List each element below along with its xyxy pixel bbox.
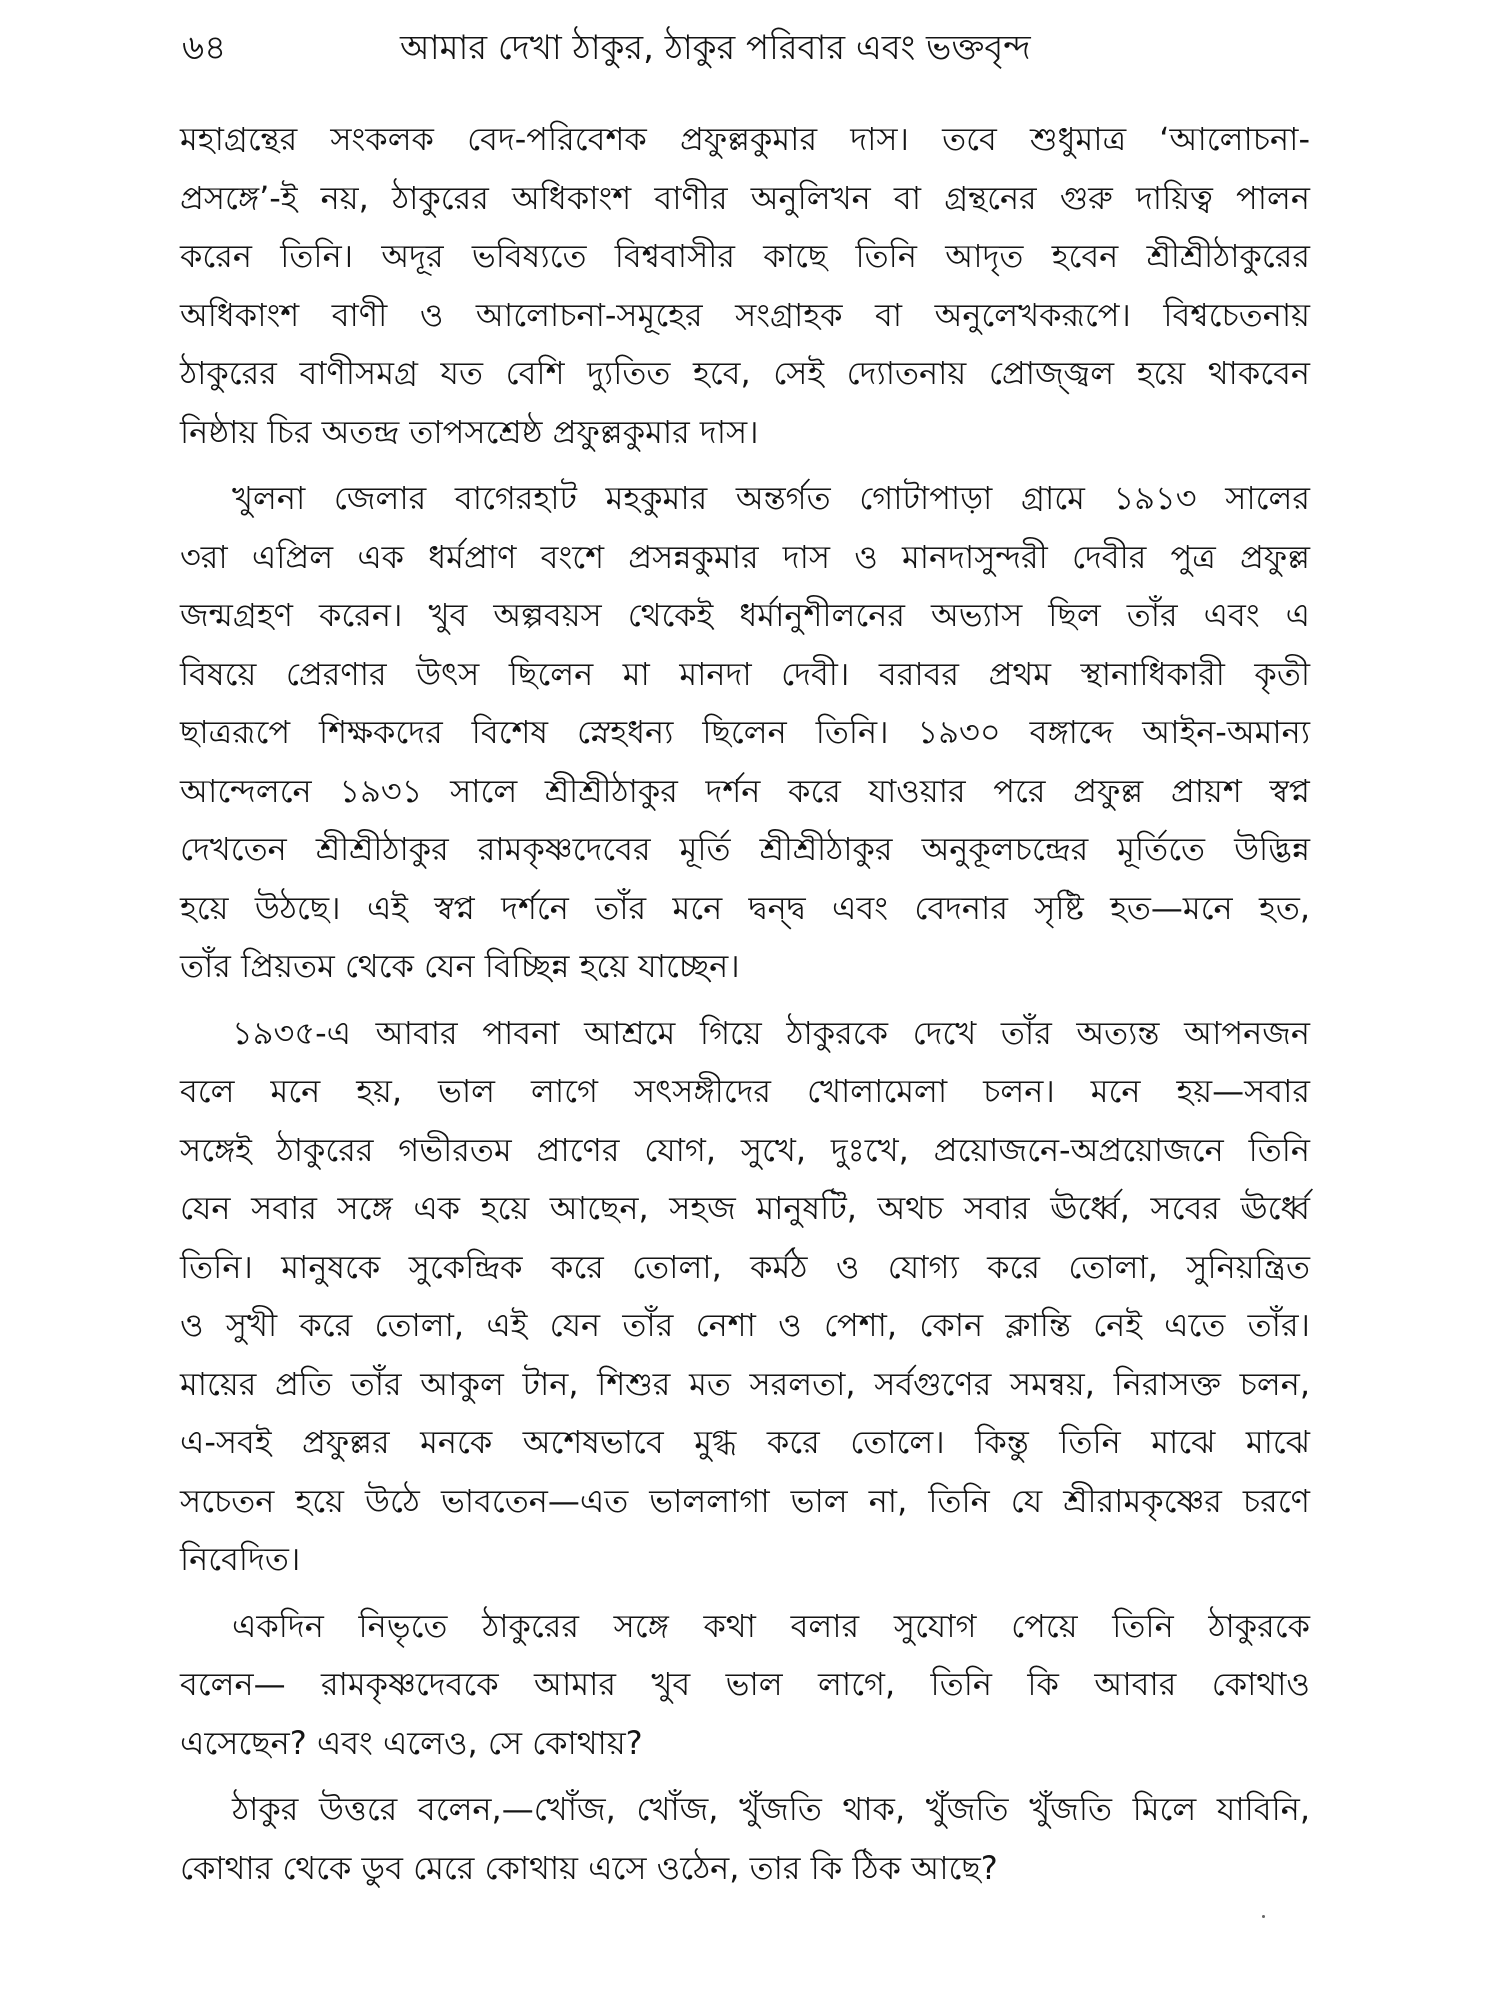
paragraph-5 — [180, 1780, 1310, 1897]
text-line: তাঁর প্রিয়তম থেকে যেন বিচ্ছিন্ন হয়ে যাচ্ছেন। — [180, 947, 740, 985]
text-line: সচেতন হয়ে উঠে ভাবতেন—এত ভাললাগা ভাল না, তিনি যে শ্রীরামকৃষ্ণের চরণে — [180, 1481, 1310, 1520]
paragraph-3 — [180, 1004, 1310, 1589]
text-line: খুলনা জেলার বাগেরহাট মহকুমার অন্তর্গত গোটাপাড়া গ্রামে ১৯১৩ সালের — [232, 479, 1310, 517]
page-number: ৬৪ — [182, 28, 227, 68]
text-line: একদিন নিভৃতে ঠাকুরের সঙ্গে কথা বলার সুযোগ পেয়ে তিনি ঠাকুরকে — [232, 1606, 1310, 1645]
text-line: যেন সবার সঙ্গে এক হয়ে আছেন, সহজ মানুষটি, অথচ সবার ঊর্ধ্বে, সবের ঊর্ধ্বে — [180, 1189, 1310, 1227]
running-title: আমার দেখা ঠাকুর, ঠাকুর পরিবার এবং ভক্তবৃন্দ — [400, 28, 1031, 68]
text-line: ঠাকুর উত্তরে বলেন,—খোঁজ, খোঁজ, খুঁজতি থাক, খুঁজতি খুঁজতি মিলে যাবিনি, — [232, 1790, 1310, 1828]
text-line: করেন তিনি। অদূর ভবিষ্যতে বিশ্ববাসীর কাছে তিনি আদৃত হবেন শ্রীশ্রীঠাকুরের — [180, 237, 1310, 275]
text-line: ছাত্ররূপে শিক্ষকদের বিশেষ স্নেহধন্য ছিলেন তিনি। ১৯৩০ বঙ্গাব্দে আইন-অমান্য — [180, 713, 1310, 751]
print-speck — [1262, 1915, 1265, 1918]
text-line: প্রসঙ্গে’-ই নয়, ঠাকুরের অধিকাংশ বাণীর অনুলিখন বা গ্রন্থনের গুরু দায়িত্ব পালন — [180, 178, 1310, 217]
text-line: অধিকাংশ বাণী ও আলোচনা-সমূহের সংগ্রাহক বা অনুলেখকরূপে। বিশ্বচেতনায় — [180, 295, 1310, 334]
text-line: বলেন— রামকৃষ্ণদেবকে আমার খুব ভাল লাগে, তিনি কি আবার কোথাও — [180, 1665, 1310, 1703]
body-text — [180, 110, 1310, 1905]
text-line: এসেছেন? এবং এলেও, সে কোথায়? — [180, 1723, 643, 1762]
text-line: সঙ্গেই ঠাকুরের গভীরতম প্রাণের যোগ, সুখে, দুঃখে, প্রয়োজনে-অপ্রয়োজনে তিনি — [180, 1130, 1310, 1169]
text-line: এ-সবই প্রফুল্লর মনকে অশেষভাবে মুগ্ধ করে তোলে। কিন্তু তিনি মাঝে মাঝে — [180, 1423, 1310, 1461]
text-line: বলে মনে হয়, ভাল লাগে সৎসঙ্গীদের খোলামেলা চলন। মনে হয়—সবার — [180, 1072, 1310, 1110]
text-line: হয়ে উঠছে। এই স্বপ্ন দর্শনে তাঁর মনে দ্বন্দ্ব এবং বেদনার সৃষ্টি হত—মনে হত, — [180, 888, 1310, 927]
text-line: কোথার থেকে ডুব মেরে কোথায় এসে ওঠেন, তার কি ঠিক আছে? — [180, 1848, 998, 1887]
text-line: বিষয়ে প্রেরণার উৎস ছিলেন মা মানদা দেবী। বরাবর প্রথম স্থানাধিকারী কৃতী — [180, 654, 1310, 693]
text-line: ৩রা এপ্রিল এক ধর্মপ্রাণ বংশে প্রসন্নকুমার দাস ও মানদাসুন্দরী দেবীর পুত্র প্রফুল্ল — [180, 537, 1310, 576]
text-line: দেখতেন শ্রীশ্রীঠাকুর রামকৃষ্ণদেবের মূর্তি শ্রীশ্রীঠাকুর অনুকূলচন্দ্রের মূর্তিতে উদ্ভিন্ন — [180, 830, 1310, 868]
text-line: মায়ের প্রতি তাঁর আকুল টান, শিশুর মত সরলতা, সর্বগুণের সমন্বয়, নিরাসক্ত চলন, — [180, 1364, 1310, 1403]
paragraph-2 — [180, 469, 1310, 996]
paragraph-1 — [180, 110, 1310, 461]
text-line: ও সুখী করে তোলা, এই যেন তাঁর নেশা ও পেশা, কোন ক্লান্তি নেই এতে তাঁর। — [180, 1306, 1310, 1344]
text-line: ১৯৩৫-এ আবার পাবনা আশ্রমে গিয়ে ঠাকুরকে দেখে তাঁর অত্যন্ত আপনজন — [232, 1013, 1310, 1052]
paragraph-4 — [180, 1597, 1310, 1773]
text-line: তিনি। মানুষকে সুকেন্দ্রিক করে তোলা, কর্মঠ ও যোগ্য করে তোলা, সুনিয়ন্ত্রিত — [180, 1247, 1310, 1286]
text-line: নিবেদিত। — [180, 1540, 301, 1578]
running-header — [0, 22, 1500, 82]
text-line: আন্দেলনে ১৯৩১ সালে শ্রীশ্রীঠাকুর দর্শন করে যাওয়ার পরে প্রফুল্ল প্রায়শ স্বপ্ন — [180, 771, 1310, 810]
text-line: মহাগ্রন্থের সংকলক বেদ-পরিবেশক প্রফুল্লকুমার দাস। তবে শুধুমাত্র ‘আলোচনা- — [180, 120, 1310, 158]
text-line: জন্মগ্রহণ করেন। খুব অল্পবয়স থেকেই ধর্মানুশীলনের অভ্যাস ছিল তাঁর এবং এ — [180, 596, 1310, 634]
text-line: নিষ্ঠায় চির অতন্দ্র তাপসশ্রেষ্ঠ প্রফুল্লকুমার দাস। — [180, 412, 759, 451]
text-line: ঠাকুরের বাণীসমগ্র যত বেশি দ্যুতিত হবে, সেই দ্যোতনায় প্রোজ্জ্বল হয়ে থাকবেন — [180, 354, 1310, 392]
